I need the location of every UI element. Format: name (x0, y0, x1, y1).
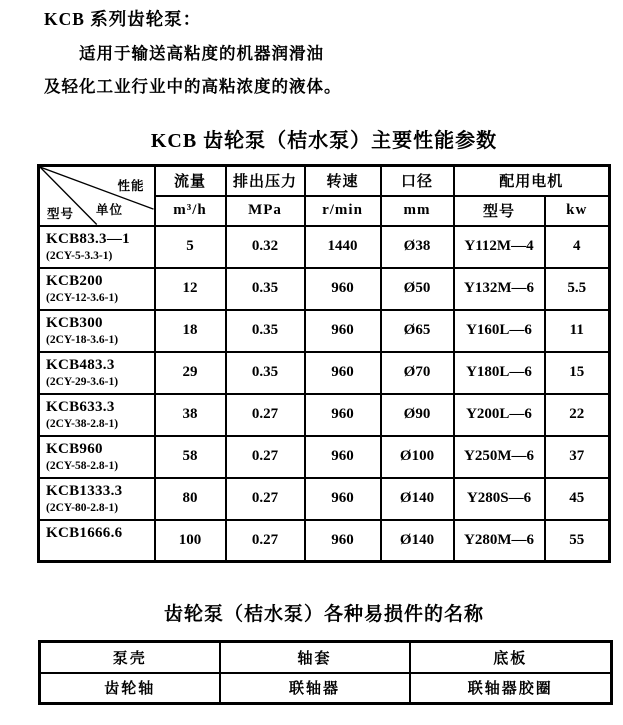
flow-value: 18 (155, 310, 226, 352)
pressure-value: 0.35 (226, 352, 305, 394)
speed-value: 960 (305, 310, 381, 352)
wearing-parts-section (38, 601, 610, 705)
motor-model-value: Y180L—6 (454, 352, 545, 394)
corner-label-unit: 单位 (96, 203, 124, 217)
motor-model-value: Y132M—6 (454, 268, 545, 310)
power-value: 22 (545, 394, 610, 436)
diameter-value: Ø50 (381, 268, 454, 310)
speed-value: 960 (305, 478, 381, 520)
part-name: 联轴器 (220, 673, 410, 704)
col-header-pressure: 排出压力 (226, 166, 305, 196)
power-value: 15 (545, 352, 610, 394)
parts-table-title: 齿轮泵（桔水泵）各种易损件的名称 (163, 604, 484, 625)
table-row (39, 520, 610, 562)
table-row (39, 436, 610, 478)
motor-model-value: Y200L—6 (454, 394, 545, 436)
model-name: KCB960 (46, 440, 103, 457)
motor-model-value: Y250M—6 (454, 436, 545, 478)
model-alt-name: (2CY-12-3.6-1) (46, 291, 119, 304)
model-cell (39, 226, 155, 268)
motor-model-value: Y112M—4 (454, 226, 545, 268)
model-name: KCB300 (46, 314, 103, 331)
flow-value: 5 (155, 226, 226, 268)
unit-speed: r/min (305, 196, 381, 226)
model-name: KCB83.3—1 (46, 230, 130, 247)
table-row (39, 352, 610, 394)
performance-section (37, 127, 611, 563)
wearing-parts-table (38, 640, 613, 705)
speed-value: 960 (305, 352, 381, 394)
speed-value: 960 (305, 394, 381, 436)
pressure-value: 0.35 (226, 268, 305, 310)
speed-value: 1440 (305, 226, 381, 268)
power-value: 11 (545, 310, 610, 352)
flow-value: 58 (155, 436, 226, 478)
header-row-labels (39, 166, 610, 196)
col-header-diameter: 口径 (381, 166, 454, 196)
pressure-value: 0.27 (226, 436, 305, 478)
model-alt-name: (2CY-29-3.6-1) (46, 375, 119, 388)
intro-line-1: 适用于输送高粘度的机器润滑油 (79, 44, 324, 63)
table-row (40, 642, 612, 673)
pressure-value: 0.32 (226, 226, 305, 268)
model-cell (39, 310, 155, 352)
table-row (39, 226, 610, 268)
corner-label-model: 型号 (47, 207, 75, 221)
motor-model-value: Y160L—6 (454, 310, 545, 352)
motor-model-value: Y280S—6 (454, 478, 545, 520)
pressure-value: 0.27 (226, 478, 305, 520)
part-name: 泵壳 (40, 642, 220, 673)
table-row (39, 478, 610, 520)
model-name: KCB483.3 (46, 356, 115, 373)
pressure-value: 0.35 (226, 310, 305, 352)
model-name: KCB633.3 (46, 398, 115, 415)
doc-heading: KCB 系列齿轮泵： (44, 9, 202, 29)
corner-label-performance: 性能 (117, 179, 145, 193)
part-name: 联轴器胶圈 (410, 673, 612, 704)
part-name: 轴套 (220, 642, 410, 673)
diameter-value: Ø65 (381, 310, 454, 352)
pressure-value: 0.27 (226, 394, 305, 436)
model-alt-name: (2CY-38-2.8-1) (46, 417, 119, 430)
unit-diameter: mm (381, 196, 454, 226)
col-header-motor-group: 配用电机 (454, 166, 610, 196)
pressure-value: 0.27 (226, 520, 305, 562)
header-corner-cell (39, 166, 155, 226)
power-value: 5.5 (545, 268, 610, 310)
speed-value: 960 (305, 268, 381, 310)
model-cell (39, 520, 155, 562)
table-row (39, 268, 610, 310)
part-name: 齿轮轴 (40, 673, 220, 704)
model-name: KCB1666.6 (46, 524, 123, 541)
power-value: 4 (545, 226, 610, 268)
motor-sub-model: 型号 (454, 196, 545, 226)
motor-sub-power: kw (545, 196, 610, 226)
motor-model-value: Y280M—6 (454, 520, 545, 562)
diameter-value: Ø140 (381, 520, 454, 562)
performance-table (37, 164, 611, 563)
flow-value: 29 (155, 352, 226, 394)
unit-pressure: MPa (226, 196, 305, 226)
flow-value: 100 (155, 520, 226, 562)
model-cell (39, 268, 155, 310)
diameter-value: Ø100 (381, 436, 454, 478)
unit-flow: m³/h (155, 196, 226, 226)
flow-value: 12 (155, 268, 226, 310)
power-value: 45 (545, 478, 610, 520)
table-row (39, 310, 610, 352)
flow-value: 80 (155, 478, 226, 520)
diameter-value: Ø90 (381, 394, 454, 436)
performance-table-title: KCB 齿轮泵（桔水泵）主要性能参数 (150, 130, 498, 152)
col-header-flow: 流量 (155, 166, 226, 196)
diameter-value: Ø140 (381, 478, 454, 520)
model-alt-name: (2CY-80-2.8-1) (46, 501, 119, 514)
model-alt-name: (2CY-58-2.8-1) (46, 459, 119, 472)
model-alt-name: (2CY-5-3.3-1) (46, 249, 113, 262)
model-alt-name: (2CY-18-3.6-1) (46, 333, 119, 346)
part-name: 底板 (410, 642, 612, 673)
col-header-speed: 转速 (305, 166, 381, 196)
speed-value: 960 (305, 436, 381, 478)
model-name: KCB1333.3 (46, 482, 123, 499)
diameter-value: Ø70 (381, 352, 454, 394)
power-value: 55 (545, 520, 610, 562)
table-row (40, 673, 612, 704)
table-row (39, 394, 610, 436)
intro-line-2: 及轻化工业行业中的高粘浓度的液体。 (44, 77, 342, 96)
model-cell (39, 352, 155, 394)
model-cell (39, 478, 155, 520)
model-cell (39, 394, 155, 436)
model-name: KCB200 (46, 272, 103, 289)
speed-value: 960 (305, 520, 381, 562)
model-cell (39, 436, 155, 478)
diameter-value: Ø38 (381, 226, 454, 268)
flow-value: 38 (155, 394, 226, 436)
power-value: 37 (545, 436, 610, 478)
